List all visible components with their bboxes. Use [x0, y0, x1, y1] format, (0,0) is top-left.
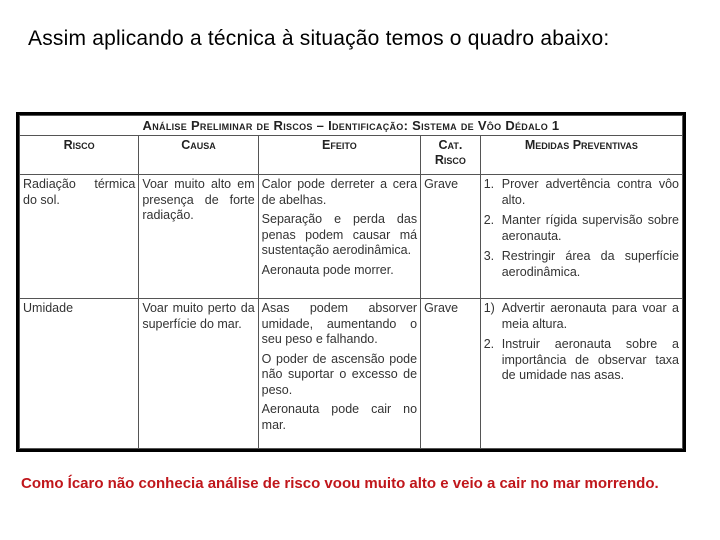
row2-medidas — [480, 299, 682, 449]
row2-efeito — [258, 299, 420, 449]
row1-risco: Radiação térmica do sol. — [20, 175, 139, 299]
row2-cat: Grave — [421, 299, 481, 449]
header-cat-risco-label: Cat. Risco — [434, 138, 466, 167]
row1-efeito-3: Aeronauta pode morrer. — [261, 262, 394, 277]
row1-efeito — [258, 175, 420, 299]
table-title: Análise Preliminar de Riscos – Identificação: Sistema de Vôo Dédalo 1 — [20, 116, 683, 136]
row2-efeito-3: Aeronauta pode cair no mar. — [261, 402, 418, 432]
header-cat-risco — [421, 136, 481, 175]
table-row — [20, 299, 683, 449]
list-item: 1) Advertir aeronauta para voar a meia altura. — [483, 301, 679, 331]
list-item: 1. Prover advertência contra vôo alto. — [483, 177, 679, 207]
risk-analysis-table-frame — [16, 112, 686, 452]
row2-efeito-1: Asas podem absorver umidade, aumentando o seu peso e falhando. — [261, 301, 418, 346]
row2-causa: Voar muito perto da superfície do mar. — [139, 299, 258, 449]
intro-text: Assim aplicando a técnica à situação temos o quadro abaixo: — [28, 27, 610, 50]
list-item: 2. Instruir aeronauta sobre a importância de observar taxa de umidade nas asas. — [483, 337, 679, 382]
header-efeito: Efeito — [258, 136, 420, 175]
risk-analysis-table — [19, 115, 683, 449]
list-item: 2. Manter rígida supervisão sobre aeronauta. — [483, 213, 679, 243]
row2-risco: Umidade — [20, 299, 139, 449]
row1-causa: Voar muito alto em presença de forte radiação. — [139, 175, 258, 299]
row1-medidas — [480, 175, 682, 299]
header-causa: Causa — [139, 136, 258, 175]
row1-efeito-1: Calor pode derreter a cera de abelhas. — [261, 177, 418, 207]
header-risco: Risco — [20, 136, 139, 175]
row2-efeito-2: O poder de ascensão pode não suportar o excesso de peso. — [261, 351, 418, 397]
conclusion-text: Como Ícaro não conhecia análise de risco voou muito alto e veio a cair no mar morrendo. — [21, 475, 659, 492]
list-item: 3. Restringir área da superfície aerodinâmica. — [483, 249, 679, 279]
row1-efeito-2: Separação e perda das penas podem causar má sustentação aerodinâmica. — [261, 212, 418, 257]
table-row — [20, 175, 683, 299]
row1-cat: Grave — [421, 175, 481, 299]
header-medidas: Medidas Preventivas — [480, 136, 682, 175]
